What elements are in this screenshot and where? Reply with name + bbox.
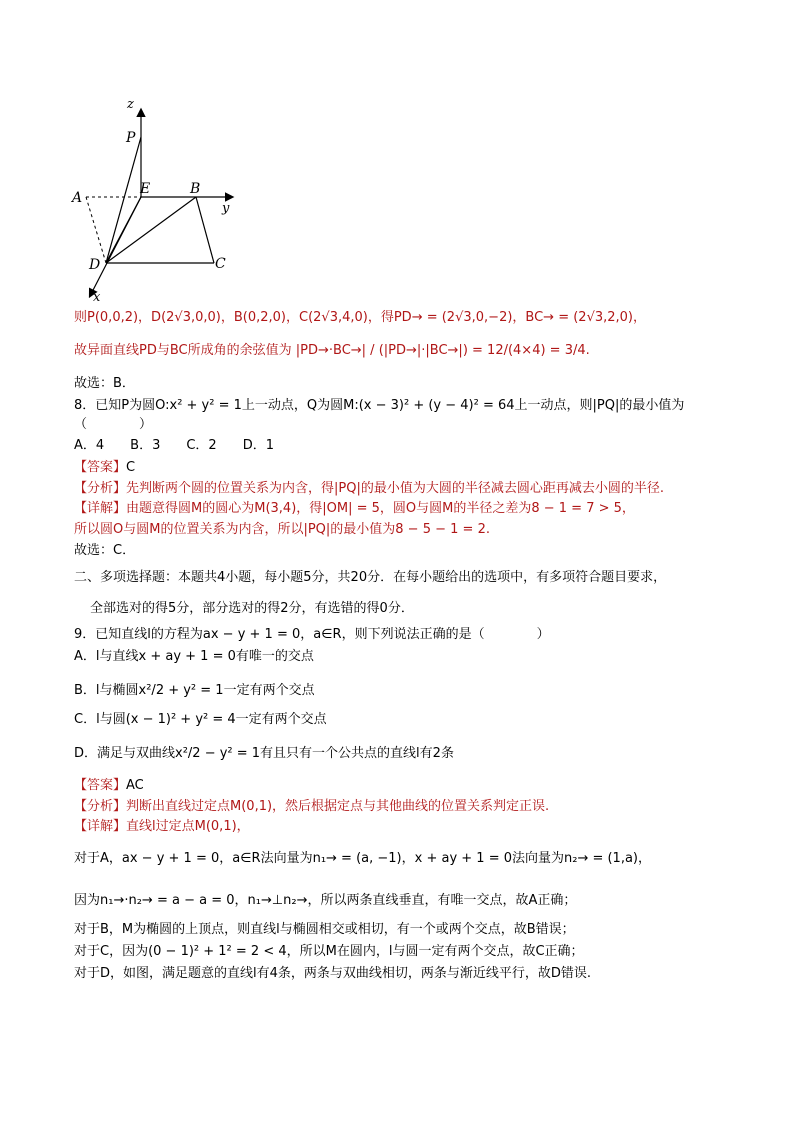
label-a: A [72, 190, 83, 206]
q9-detail-2: 对于A，ax − y + 1 = 0，a∈R法向量为n₁→ = (a, −1)，x + ay + 1 = 0法向量为n₂→ = (1,a)， [74, 851, 652, 866]
q8-answer [74, 459, 135, 477]
label-e: E [140, 181, 151, 197]
label-p: P [126, 130, 136, 146]
answer-tag: 【答案】 [74, 460, 127, 475]
edge-pd [106, 137, 141, 263]
q9-stem: 9．已知直线l的方程为ax − y + 1 = 0，a∈R，则下列说法正确的是（ ） [74, 627, 550, 642]
q8-detail-2: 所以圆O与圆M的位置关系为内含，所以|PQ|的最小值为8 − 5 − 1 = 2. [74, 522, 490, 537]
q8-stem: 8．已知P为圆O:x² + y² = 1上一动点，Q为圆M:(x − 3)² + (y − 4)² = 64上一动点，则|PQ|的最小值为 [74, 398, 685, 413]
analysis-tag: 【分析】 [74, 481, 127, 496]
geometry-figure [60, 90, 250, 305]
answer-value: C [126, 460, 136, 475]
q9-option-c: C．l与圆(x − 1)² + y² = 4一定有两个交点 [74, 712, 327, 727]
label-y: y [222, 201, 230, 216]
label-z: z [127, 97, 134, 112]
edge-de [106, 197, 141, 263]
dashed-ad [86, 197, 106, 263]
q8-analysis [74, 480, 664, 498]
q9-detail-1 [74, 818, 250, 836]
q9-detail-5: 对于C，因为(0 − 1)² + 1² = 2 < 4，所以M在圆内，l与圆一定有两个交点，故C正确； [74, 944, 584, 959]
edge-bc [196, 197, 214, 263]
section2-heading-cont: 全部选对的得5分，部分选对的得2分，有选错的得0分． [90, 601, 414, 616]
q7-choice: 故选：B． [74, 376, 135, 391]
q9-detail-4: 对于B，M为椭圆的上顶点，则直线l与椭圆相交或相切，有一个或两个交点，故B错误； [74, 922, 575, 937]
analysis-text: 先判断两个圆的位置关系为内含，得|PQ|的最小值为大圆的半径减去圆心距再减去小圆的半径. [126, 481, 664, 496]
q9-detail-6: 对于D，如图，满足题意的直线l有4条，两条与双曲线相切，两条与渐近线平行，故D错误. [74, 966, 592, 981]
detail-text: 由题意得圆M的圆心为M(3,4)，得|OM| = 5，圆O与圆M的半径之差为8 − 1 = 7 > 5， [126, 501, 635, 516]
q9-detail-3: 因为n₁→·n₂→ = a − a = 0，n₁→⊥n₂→，所以两条直线垂直，有唯一交点，故A正确； [74, 893, 577, 908]
q9-option-a: A．l与直线x + ay + 1 = 0有唯一的交点 [74, 649, 314, 664]
detail-tag: 【详解】 [74, 819, 127, 834]
analysis-tag: 【分析】 [74, 799, 127, 814]
q9-option-d: D．满足与双曲线x²/2 − y² = 1有且只有一个公共点的直线l有2条 [74, 746, 454, 761]
detail-tag: 【详解】 [74, 501, 127, 516]
detail-text: 直线l过定点M(0,1)， [126, 819, 250, 834]
q9-option-b: B．l与椭圆x²/2 + y² = 1一定有两个交点 [74, 683, 315, 698]
analysis-text: 判断出直线过定点M(0,1)，然后根据定点与其他曲线的位置关系判定正误. [126, 799, 550, 814]
q8-blank: （ ） [74, 417, 153, 432]
label-b: B [190, 181, 201, 197]
answer-value: AC [126, 778, 144, 793]
q9-analysis [74, 798, 549, 816]
answer-tag: 【答案】 [74, 778, 127, 793]
section2-heading: 二、多项选择题：本题共4小题，每小题5分，共20分．在每小题给出的选项中，有多项符合题目要求， [74, 570, 667, 585]
q8-choice: 故选：C． [74, 543, 136, 558]
q7-cosine: 故异面直线PD与BC所成角的余弦值为 |PD→·BC→| / (|PD→|·|BC→|) = 12/(4×4) = 3/4. [74, 343, 590, 358]
label-x: x [93, 290, 101, 305]
label-d: D [89, 257, 101, 273]
q8-options: A．4 B．3 C．2 D．1 [74, 438, 274, 453]
q8-detail-1 [74, 500, 635, 518]
label-c: C [215, 256, 226, 272]
edge-db [106, 197, 196, 263]
q9-answer [74, 777, 144, 795]
q7-coords: 则P(0,0,2)，D(2√3,0,0)，B(0,2,0)，C(2√3,4,0)，得PD→ = (2√3,0,−2)，BC→ = (2√3,2,0)， [74, 310, 647, 325]
